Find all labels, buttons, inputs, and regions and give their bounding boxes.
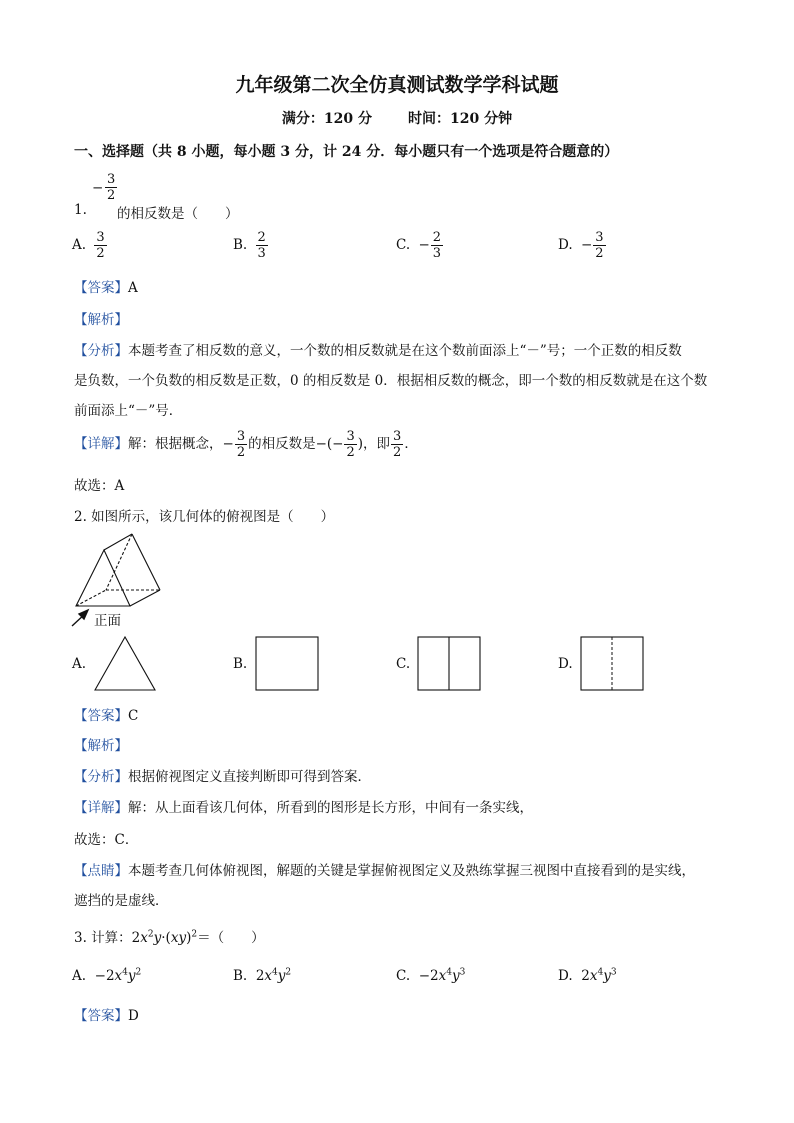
- q1-fenxi-line2: 是负数，一个负数的相反数是正数，0 的相反数是 0．根据相反数的概念，即一个数的相反数就是在这个数: [74, 373, 708, 389]
- q1-option-a: A. $\frac{3}{2}$: [72, 230, 105, 261]
- q1-stem-minus: −: [92, 180, 104, 196]
- q3-option-b: B. $2x^4y^2$: [233, 967, 292, 984]
- q1-stem-text: 的相反数是（ ）: [117, 206, 239, 222]
- page-title: 九年级第二次全仿真测试数学学科试题: [235, 74, 559, 96]
- q2-comment-line2: 遮挡的是虚线．: [74, 893, 169, 909]
- prism-bottom-edge: [130, 590, 160, 606]
- q1-option-b: B. $\frac{2}{3}$: [233, 230, 266, 261]
- q2-choose: 故选：C．: [74, 832, 139, 848]
- q2-option-b-rectangle: [255, 636, 321, 692]
- q3-answer: 【答案】D: [74, 1008, 139, 1024]
- q1-option-c: C. − $\frac{2}{3}$: [396, 230, 442, 261]
- prism-back-right-edge: [132, 534, 160, 590]
- q2-option-a-triangle: [92, 634, 158, 692]
- full-marks: 满分：120 分: [281, 111, 372, 127]
- q1-answer: 【答案】A: [74, 280, 138, 296]
- q2-option-b-label: B.: [233, 656, 248, 672]
- prism-top-edge: [104, 534, 132, 550]
- exam-time: 时间：120 分钟: [408, 111, 513, 127]
- q3-expression: $2x^2y\cdot(xy)^2$: [131, 929, 198, 946]
- q3-option-a: A. $-2x^4y^2$: [72, 967, 142, 984]
- q2-fenxi: 【分析】根据俯视图定义直接判断即可得到答案．: [74, 769, 371, 785]
- q2-option-d-label: D.: [558, 656, 573, 672]
- q1-fenxi-line3: 前面添上“－”号．: [74, 403, 183, 419]
- q1-choose: 故选：A: [74, 478, 125, 494]
- prism-front-face: [76, 550, 130, 606]
- q2-option-c-rectangle-solid: [417, 636, 483, 692]
- q1-detail: 【详解】解：根据概念，− $\frac{3}{2}$ 的相反数是−(− $\frac{3}{2}$ )，即 $\frac{3}{2}$ ．: [74, 429, 418, 460]
- q1-number: 1.: [74, 202, 87, 218]
- q2-option-d-rectangle-dashed: [580, 636, 646, 692]
- q2-option-c-label: C.: [396, 656, 411, 672]
- front-label: 正面: [94, 613, 121, 629]
- q2-option-a-label: A.: [72, 656, 87, 672]
- q2-analysis-tag: 【解析】: [74, 738, 128, 754]
- exam-info: [0, 108, 794, 128]
- section-heading: 一、选择题（共 8 小题，每小题 3 分，计 24 分．每小题只有一个选项是符合题意的）: [74, 144, 619, 160]
- q1-stem-frac: $\frac{3}{2}$ −: [92, 172, 116, 203]
- q1-fenxi-line1: 【分析】本题考查了相反数的意义，一个数的相反数就是在这个数前面添上“－”号；一个正数的相反数: [74, 343, 682, 359]
- front-arrow: [72, 610, 88, 626]
- q3-option-d: D. $2x^4y^3$: [558, 967, 617, 984]
- q1-option-d: D. − $\frac{3}{2}$: [558, 230, 604, 261]
- q2-comment-line1: 【点睛】本题考查几何体俯视图，解题的关键是掌握俯视图定义及熟练掌握三视图中直接看到的是实线，: [74, 863, 695, 879]
- q2-answer: 【答案】C: [74, 708, 139, 724]
- q3-option-c: C. $-2x^4y^3$: [396, 967, 466, 984]
- q1-analysis-tag: 【解析】: [74, 312, 128, 328]
- q3-stem: 3. 计算：$2x^2y\cdot(xy)^2=$（ ）: [74, 929, 265, 946]
- q2-stem: 2. 如图所示，该几何体的俯视图是（ ）: [74, 509, 335, 525]
- q2-detail: 【详解】解：从上面看该几何体，所看到的图形是长方形，中间有一条实线，: [74, 800, 533, 816]
